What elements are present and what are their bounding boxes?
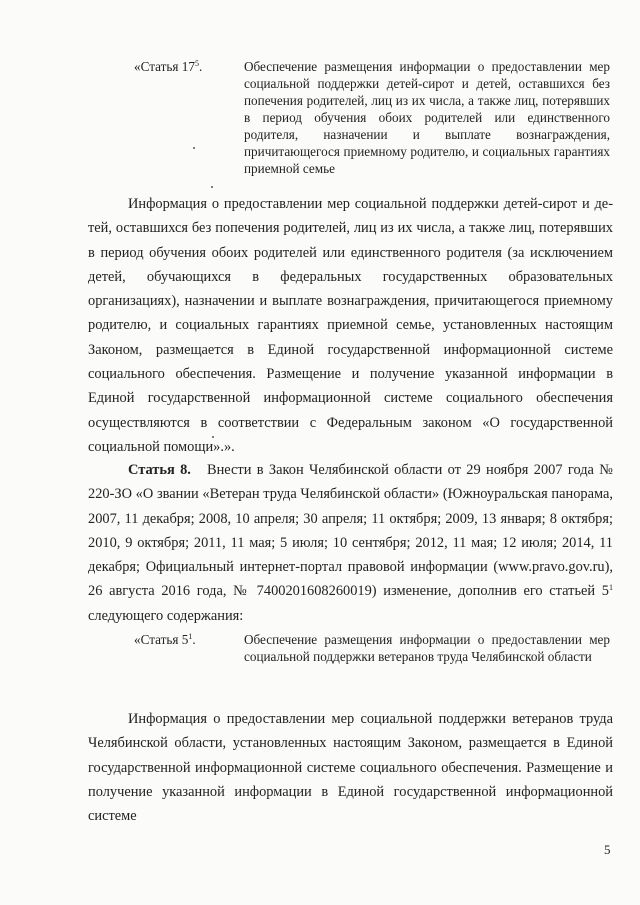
article-17-5-title: Обеспечение размещения информации о предоставлении мер социальной поддержки детей-сирот и детей, оставшихся без попечения родителей, лиц из их числа, а также лиц, потерявших в период обучения обоих родителей или единственного родителя, назначении и выплате вознаграждения, причитающегося приемному родителю, и социальных гарантиях приемной семье bbox=[244, 59, 610, 176]
article-5-1-label: «Статья $5^1$. bbox=[134, 632, 196, 647]
article-17-5-label: «Статья $17^5$. bbox=[134, 59, 203, 74]
article-8-text: Внести в Закон Челябинской области от 29 ноября 2007 года № 220-ЗО «О звании «Ветеран труда Челябинской области» (Южноуральская панорама, 2007, 11 декабря; 2008, 10 апреля; 30 апреля; 11 октября; 2009, 13 января; 8 октября; 2010, 9 октября; 2011, 11 мая; 5 июля; 10 сентября; 2012, 11 мая; 12 июля; 2014, 11 декабря; Официальный интернет-портал правовой информации (www.pravo.gov.ru), 26 августа 2016 года, № 7400201608260019) изменение, дополнив его статьей 5 bbox=[88, 462, 614, 600]
paragraph-article-8: Статья 8. Внести в Закон Челябинской области от 29 ноября 2007 года № 220-ЗО «О звании «Ветеран труда Челябинской области» (Южноуральская панорама, 2007, 11 декабря; 2008, 10 апреля; 30 апреля; 11 октября; 2009, 13 января; 8 октября; 2010, 9 октября; 2011, 11 мая; 5 июля; 10 сентября; 2012, 11 мая; 12 июля; 2014, 11 декабря; Официальный интернет-портал правовой информации (www.pravo.gov.ru), 26 августа 2016 года, № 7400201608260019) изменение, дополнив его статьей $5^1$ следующего содержания: bbox=[88, 462, 614, 624]
scan-speck bbox=[212, 436, 214, 438]
scan-speck bbox=[211, 186, 213, 188]
article-5-1-title: Обеспечение размещения информации о предоставлении мер социальной поддержки ветеранов труда Челябинской области bbox=[244, 632, 610, 664]
article-8-heading: Статья 8. bbox=[128, 462, 191, 478]
page-number: 5 bbox=[604, 842, 611, 857]
paragraph-article-5-1: Информация о предоставлении мер социальной поддержки ветеранов труда Челябинской области, установленных настоящим Законом, размещается в Единой государственной информационной системе социального обеспечения. Размещение и получение указанной информации в Единой государственной информационной системе bbox=[88, 711, 613, 825]
scan-speck bbox=[193, 147, 195, 149]
paragraph-article-17-5: Информация о предоставлении мер социальной поддержки детей-сирот и детей, оставшихся без попечения родителей, лиц из их числа, а также лиц, потерявших в период обучения обоих родителей или единственного родителя (за исключением детей, обучающихся в федеральных государственных образовательных организациях), назначении и выплате вознаграждения, причитающегося приемному родителю, и социальных гарантиях приемной семье, установленных настоящим Законом, размещается в Единой государственной информационной системе социального обеспечения. Размещение и получение указанной информации в Единой государственной информационной системе социального обеспечения осуществляются в соответствии с Федеральным законом «О государственной социальной помощи».». bbox=[88, 196, 613, 455]
